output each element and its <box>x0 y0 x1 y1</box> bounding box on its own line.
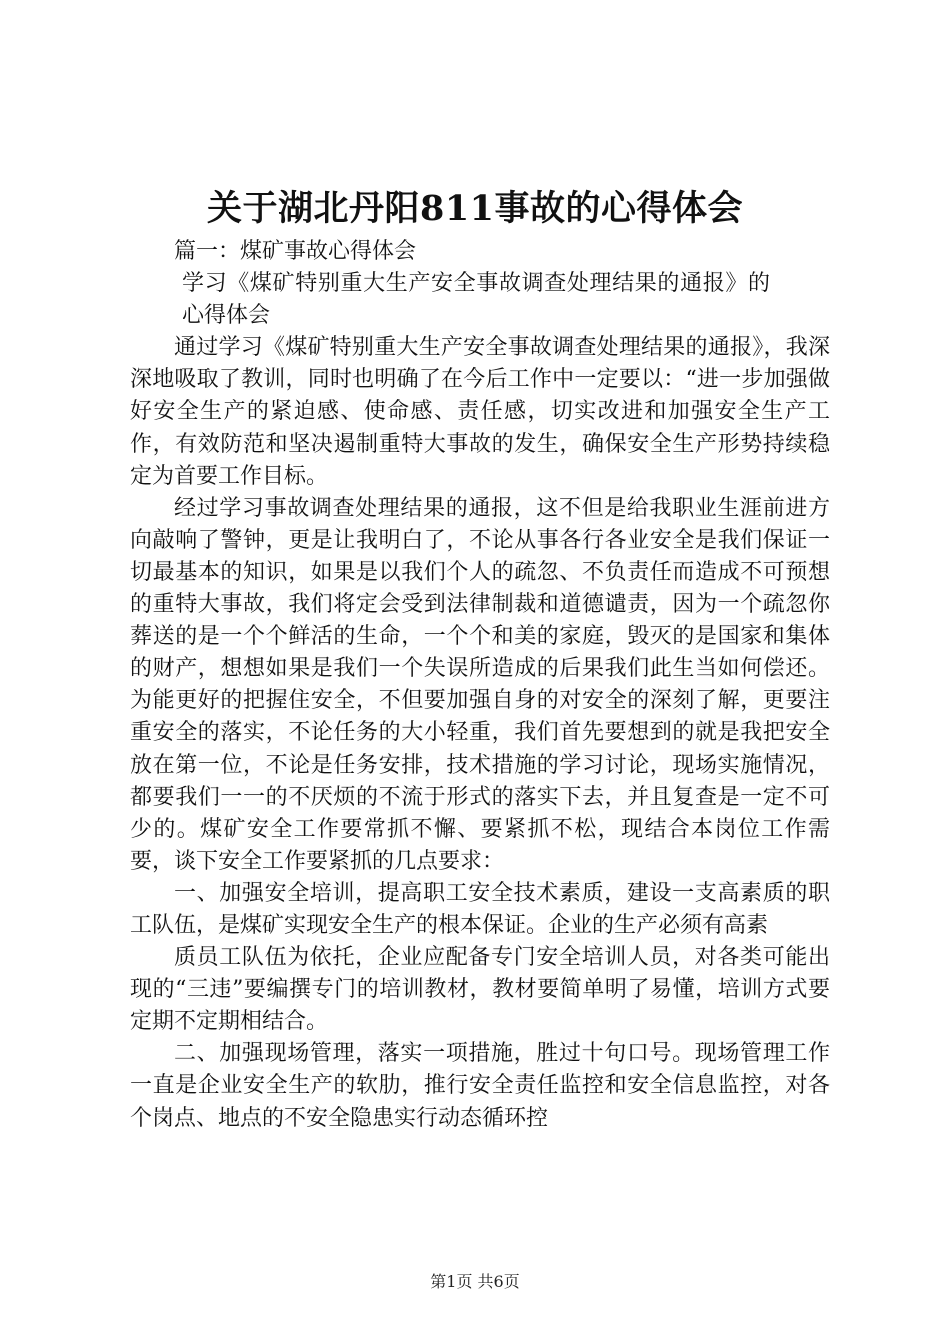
body-paragraph: 经过学习事故调查处理结果的通报，这不但是给我职业生涯前进方向敲响了警钟，更是让我明白了，不论从事各行各业安全是我们保证一切最基本的知识，如果是以我们个人的疏忽、不负责任而造成不可预想的重特大事故，我们将定会受到法律制裁和道德谴责，因为一个疏忽你葬送的是一个个鲜活的生命，一个个和美的家庭，毁灭的是国家和集体的财产，想想如果是我们一个失误所造成的后果我们此生当如何偿还。为能更好的把握住安全，不但要加强自身的对安全的深刻了解，更要注重安全的落实，不论任务的大小轻重，我们首先要想到的就是我把安全放在第一位，不论是任务安排，技术措施的学习讨论，现场实施情况，都要我们一一的不厌烦的不流于形式的落实下去，并且复查是一定不可少的。煤矿安全工作要常抓不懈、要紧抓不松，现结合本岗位工作需要，谈下安全工作要紧抓的几点要求： <box>130 495 830 874</box>
section-heading: 篇一：煤矿事故心得体会 <box>174 239 417 264</box>
body-paragraph: 一、加强安全培训，提高职工安全技术素质，建设一支高素质的职工队伍，是煤矿实现安全生产的根本保证。企业的生产必须有高素 <box>130 880 830 938</box>
body-paragraph: 二、加强现场管理，落实一项措施，胜过十句口号。现场管理工作一直是企业安全生产的软肋，推行安全责任监控和安全信息监控，对各个岗点、地点的不安全隐患实行动态循环控 <box>130 1041 830 1131</box>
body-paragraph: 质员工队伍为依托，企业应配备专门安全培训人员，对各类可能出现的“三违”要编撰专门的培训教材，教材要简单明了易懂，培训方式要定期不定期相结合。 <box>130 945 830 1035</box>
page-footer: 第1页 共6页 <box>430 1272 520 1291</box>
document-title: 关于湖北丹阳811事故的心得体会 <box>206 188 744 229</box>
document-body <box>130 236 830 1135</box>
body-paragraph: 通过学习《煤矿特别重大生产安全事故调查处理结果的通报》，我深深地吸取了教训，同时也明确了在今后工作中一定要以：“进一步加强做好安全生产的紧迫感、使命感、责任感，切实改进和加强安全生产工作，有效防范和坚决遏制重特大事故的发生，确保安全生产形势持续稳定为首要工作目标。 <box>130 335 830 489</box>
subtitle: 学习《煤矿特别重大生产安全事故调查处理结果的通报》的心得体会 <box>182 271 770 329</box>
